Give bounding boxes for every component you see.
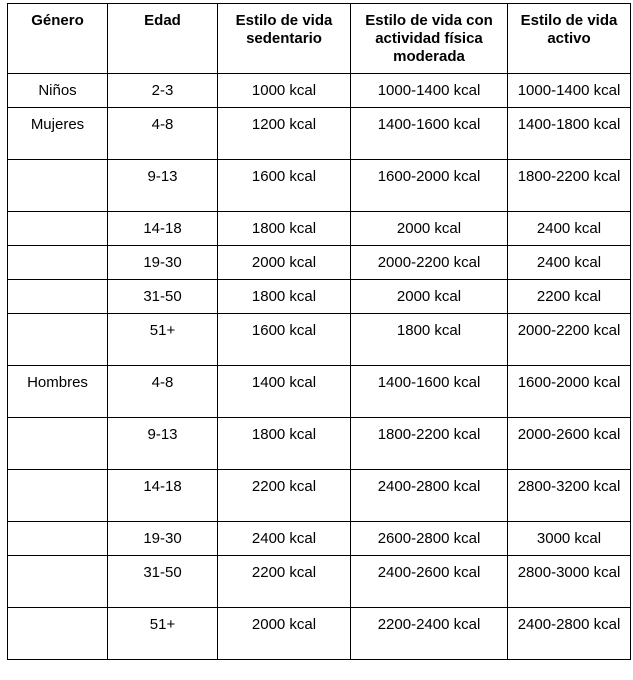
table-row (8, 556, 631, 608)
cell-genero (8, 160, 108, 212)
cell-sedentario: 1800 kcal (218, 280, 351, 314)
table-row (8, 314, 631, 366)
cell-genero (8, 314, 108, 366)
cell-genero: Niños (8, 74, 108, 108)
cell-moderado: 1600-2000 kcal (351, 160, 508, 212)
cell-genero (8, 608, 108, 660)
header-moderado: Estilo de vida con actividad física moderada (351, 4, 508, 74)
header-sedentario: Estilo de vida sedentario (218, 4, 351, 74)
table-row (8, 366, 631, 418)
cell-sedentario: 2000 kcal (218, 608, 351, 660)
cell-genero (8, 522, 108, 556)
table-row (8, 522, 631, 556)
cell-edad: 31-50 (108, 280, 218, 314)
cell-activo: 2000-2600 kcal (508, 418, 631, 470)
cell-activo: 1800-2200 kcal (508, 160, 631, 212)
cell-edad: 9-13 (108, 418, 218, 470)
cell-sedentario: 1600 kcal (218, 160, 351, 212)
header-activo: Estilo de vida activo (508, 4, 631, 74)
cell-sedentario: 1200 kcal (218, 108, 351, 160)
cell-moderado: 2200-2400 kcal (351, 608, 508, 660)
cell-genero (8, 556, 108, 608)
cell-sedentario: 1600 kcal (218, 314, 351, 366)
table-row (8, 108, 631, 160)
cell-moderado: 2400-2800 kcal (351, 470, 508, 522)
cell-moderado: 2000-2200 kcal (351, 246, 508, 280)
cell-moderado: 2400-2600 kcal (351, 556, 508, 608)
table-row (8, 212, 631, 246)
cell-moderado: 1800 kcal (351, 314, 508, 366)
cell-genero: Mujeres (8, 108, 108, 160)
cell-genero (8, 212, 108, 246)
calorie-table (7, 3, 631, 660)
table-row (8, 74, 631, 108)
cell-edad: 2-3 (108, 74, 218, 108)
table-row (8, 280, 631, 314)
cell-activo: 1000-1400 kcal (508, 74, 631, 108)
cell-moderado: 1400-1600 kcal (351, 108, 508, 160)
cell-sedentario: 2000 kcal (218, 246, 351, 280)
cell-sedentario: 1800 kcal (218, 212, 351, 246)
header-row (8, 4, 631, 74)
cell-edad: 4-8 (108, 366, 218, 418)
cell-genero (8, 280, 108, 314)
cell-edad: 51+ (108, 608, 218, 660)
cell-edad: 51+ (108, 314, 218, 366)
cell-sedentario: 2200 kcal (218, 556, 351, 608)
header-edad: Edad (108, 4, 218, 74)
cell-sedentario: 2400 kcal (218, 522, 351, 556)
cell-sedentario: 2200 kcal (218, 470, 351, 522)
cell-edad: 14-18 (108, 470, 218, 522)
cell-genero: Hombres (8, 366, 108, 418)
cell-activo: 1600-2000 kcal (508, 366, 631, 418)
cell-moderado: 1000-1400 kcal (351, 74, 508, 108)
cell-sedentario: 1800 kcal (218, 418, 351, 470)
cell-moderado: 1800-2200 kcal (351, 418, 508, 470)
cell-activo: 3000 kcal (508, 522, 631, 556)
cell-moderado: 2600-2800 kcal (351, 522, 508, 556)
cell-edad: 4-8 (108, 108, 218, 160)
cell-sedentario: 1400 kcal (218, 366, 351, 418)
table-row (8, 470, 631, 522)
cell-activo: 1400-1800 kcal (508, 108, 631, 160)
cell-genero (8, 418, 108, 470)
cell-genero (8, 470, 108, 522)
header-genero: Género (8, 4, 108, 74)
cell-activo: 2400 kcal (508, 246, 631, 280)
cell-edad: 14-18 (108, 212, 218, 246)
cell-activo: 2000-2200 kcal (508, 314, 631, 366)
cell-moderado: 2000 kcal (351, 280, 508, 314)
table-row (8, 246, 631, 280)
table-row (8, 418, 631, 470)
cell-sedentario: 1000 kcal (218, 74, 351, 108)
cell-activo: 2800-3200 kcal (508, 470, 631, 522)
cell-activo: 2200 kcal (508, 280, 631, 314)
cell-edad: 31-50 (108, 556, 218, 608)
cell-edad: 9-13 (108, 160, 218, 212)
table-row (8, 160, 631, 212)
cell-activo: 2400 kcal (508, 212, 631, 246)
cell-genero (8, 246, 108, 280)
cell-activo: 2400-2800 kcal (508, 608, 631, 660)
cell-edad: 19-30 (108, 246, 218, 280)
cell-moderado: 2000 kcal (351, 212, 508, 246)
table-row (8, 608, 631, 660)
cell-edad: 19-30 (108, 522, 218, 556)
cell-moderado: 1400-1600 kcal (351, 366, 508, 418)
cell-activo: 2800-3000 kcal (508, 556, 631, 608)
